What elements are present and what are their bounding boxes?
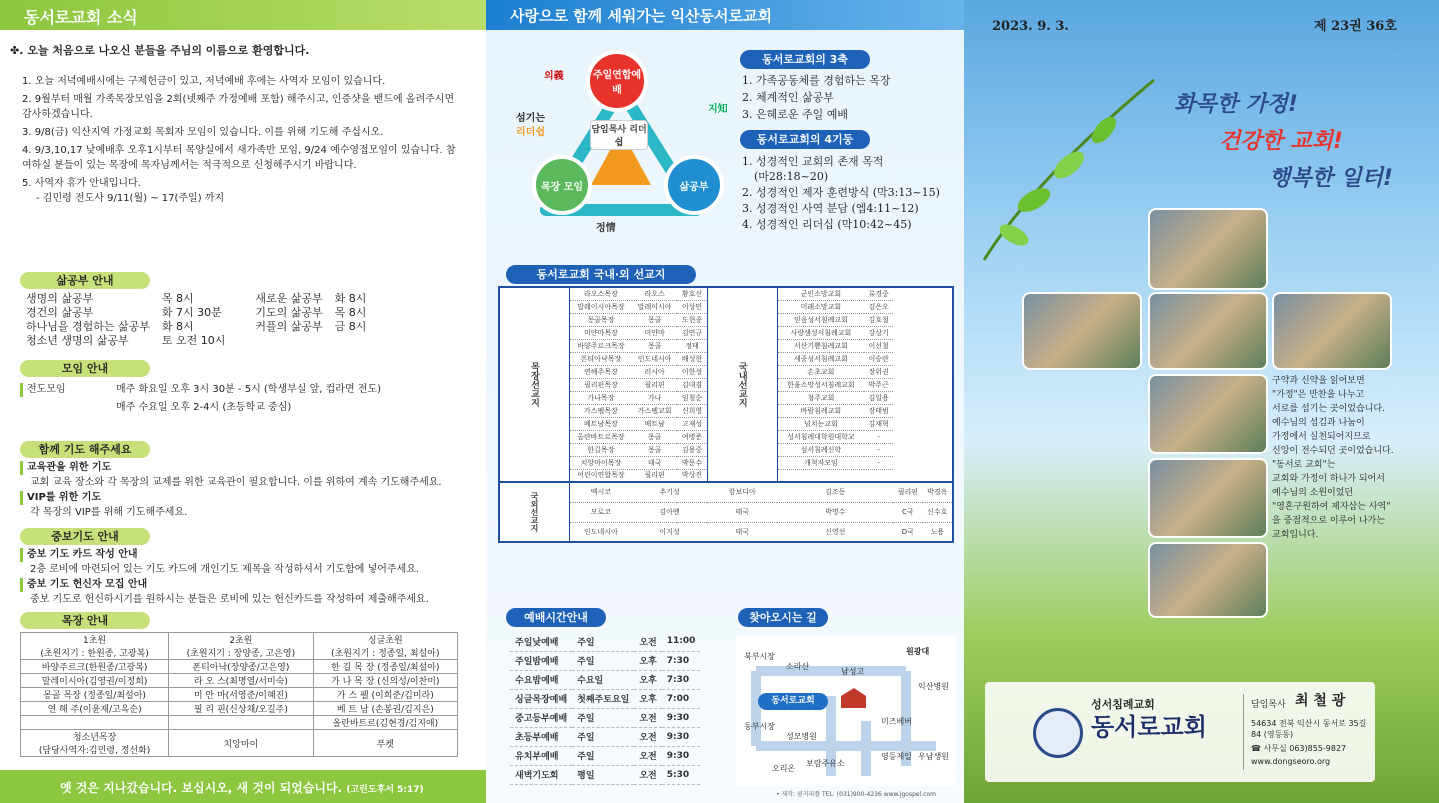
mission-row — [499, 287, 953, 300]
life-cell: 화 8시 — [334, 292, 367, 305]
map-label: 오리온 — [772, 764, 796, 773]
overseas-cell: C국 — [893, 502, 922, 522]
worship-cell: 5:30 — [662, 765, 701, 784]
overseas-cell: 박명수 — [777, 502, 893, 522]
life-cell: 금 8시 — [334, 320, 367, 333]
worship-cell: 7:30 — [662, 651, 701, 670]
meeting-time-1: 매주 화요일 오후 3시 30분 - 5시 (학생부실 앞, 컵라면 전도) — [116, 384, 382, 395]
axis-item: 1. 가족공동체를 경험하는 목장 — [742, 74, 891, 87]
pastor-label: 담임목사 — [1251, 700, 1286, 710]
map-label: 보람주유소 — [806, 759, 845, 768]
intro-line: 을 중점적으로 이루어 나가는 — [1272, 516, 1385, 526]
intercession-text: 중보 기도로 헌신하시기를 원하시는 분들은 로비에 있는 헌신카드를 작성하여 제출해주세요. — [30, 594, 429, 605]
life-cell: 새로운 삶공부 — [255, 292, 323, 305]
intro-line: 구약과 신약을 읽어보면 — [1272, 376, 1365, 386]
vision-header: 사랑으로 함께 세워가는 익산동서로교회 — [486, 0, 964, 30]
life-row — [26, 334, 396, 348]
mokjang-head — [21, 633, 169, 660]
mission-cell: 믿음성서침례교회 — [777, 313, 864, 326]
map-label: 익산병원 — [918, 682, 949, 691]
notice-item: 5. 사역자 휴가 안내입니다. — [22, 178, 141, 189]
worship-cell: 9:30 — [662, 727, 701, 746]
mokjang-cell: 올란바트르(김현경/김지애) — [313, 716, 457, 730]
worship-cell: 주일낮예배 — [510, 632, 572, 651]
pillars-title: 동서로교회의 4기둥 — [740, 130, 870, 149]
mission-cell: 박상진 — [677, 469, 707, 482]
life-row — [26, 306, 396, 320]
notice-item: 3. 9/8(금) 익산지역 가정교회 목회자 모임이 있습니다. 이를 위해 기도해 주십시오. — [22, 127, 384, 138]
cover-panel — [964, 0, 1439, 803]
photo-outdoor — [1022, 292, 1142, 370]
credit: • 제작: 쿰지피플 TEL: (031)900-4236 www.jgospel.com — [776, 791, 936, 798]
circle-study: 삶공부 — [664, 155, 724, 215]
mission-cell: 말레이시아 — [632, 300, 678, 313]
mission-cell: 성서침례대학원대학교 — [777, 430, 864, 443]
worship-cell: 주일 — [572, 708, 634, 727]
mission-cell: 이상민 — [677, 300, 707, 313]
worship-row — [510, 670, 700, 689]
intro-line: "가정"은 만찬을 나누고 — [1272, 390, 1365, 400]
mokjang-cell: 말레이시아(김영권/이정희) — [21, 674, 169, 688]
mokjang-head-name: 싱글초원 — [367, 636, 403, 646]
notice-list — [22, 74, 462, 209]
worship-cell: 수요일 — [572, 670, 634, 689]
mission-cell: 가스펠교회 — [632, 404, 678, 417]
worship-cell: 새벽기도회 — [510, 765, 572, 784]
footer-verse: 옛 것은 지나갔습니다. 보십시오, 새 것이 되었습니다. (고린도후서 5:17) — [0, 770, 486, 803]
photo-worship — [1148, 208, 1268, 290]
mokjang-row — [21, 702, 458, 716]
mission-cell: 이승란 — [864, 352, 893, 365]
intro-line: 서로를 섬기는 곳이었습니다. — [1272, 404, 1385, 414]
mokjang-youth-row — [21, 730, 458, 757]
worship-cell: 11:00 — [662, 632, 701, 651]
worship-cell: 오전 — [634, 708, 661, 727]
mission-cell: 라오스목장 — [570, 287, 632, 300]
photo-youth — [1272, 292, 1392, 370]
worship-cell: 오후 — [634, 651, 661, 670]
life-study-title: 삶공부 안내 — [20, 272, 150, 289]
mission-cell: 한울소망성서침례교회 — [777, 378, 864, 391]
life-cell: 목 8시 — [161, 292, 194, 305]
mission-cell: 폰티아낙목장 — [570, 352, 632, 365]
life-cell: 하나님을 경험하는 삶공부 — [26, 320, 150, 333]
photo-group — [1148, 542, 1268, 618]
life-cell: 생명의 삶공부 — [26, 292, 94, 305]
mission-cell: 황호선 — [677, 287, 707, 300]
mokjang-head-name: 2초원 — [229, 636, 253, 646]
mokjang-cell: 라 오 스(최명열/서미숙) — [169, 674, 313, 688]
mission-cell: 강상기 — [864, 326, 893, 339]
life-cell: 토 오전 10시 — [161, 334, 226, 347]
prayer-head: VIP를 위한 기도 — [20, 491, 101, 505]
mission-cell: 필리핀목장 — [570, 378, 632, 391]
intercession-title: 중보기도 안내 — [20, 528, 150, 545]
pastor-name: 최 철 광 — [1295, 693, 1346, 709]
worship-cell: 오전 — [634, 746, 661, 765]
church-logo-icon — [1033, 708, 1083, 758]
intercession-head: 중보 기도 헌신자 모집 안내 — [20, 578, 147, 592]
mokjang-cell: 치앙마이 — [169, 730, 313, 757]
mission-cell: 이선철 — [864, 339, 893, 352]
denomination: 성서침례교회 — [1091, 698, 1155, 711]
life-cell: 커플의 삶공부 — [255, 320, 323, 333]
intro-text — [1272, 374, 1432, 542]
mokjang-row — [21, 716, 458, 730]
mission-table — [498, 286, 954, 543]
prayer-title: 함께 기도 해주세요 — [20, 441, 150, 458]
worship-row — [510, 689, 700, 708]
notice-item: - 김민령 전도사 9/11(월) ~ 17(주일) 까지 — [36, 193, 225, 204]
mission-title: 동서로교회 국내·외 선교지 — [506, 265, 696, 284]
mission-cell: 필리핀 — [632, 469, 678, 482]
overseas-cell: 멕시코 — [570, 482, 632, 502]
mokjang-cell: 가 스 펠 (이희준/김미라) — [313, 688, 457, 702]
mission-cell: 베트남 — [632, 417, 678, 430]
mission-cell: 어린이연합목장 — [570, 469, 632, 482]
mission-cell — [777, 469, 864, 482]
mission-cell: - — [864, 443, 893, 456]
phone: ☎ 사무실 063)855-9827 — [1251, 744, 1347, 753]
mission-cell: 몽골 — [632, 313, 678, 326]
worship-cell: 9:30 — [662, 746, 701, 765]
notice-item: 2. 9월부터 매월 가족목장모임을 2회(넷째주 가정예배 포함) 해주시고, 인증샷을 밴드에 올려주시면 감사하겠습니다. — [22, 94, 455, 120]
mokjang-cell: 바양주르크(한원종/고광복) — [21, 660, 169, 674]
intro-line: "동서로 교회"는 — [1272, 460, 1336, 470]
label-jeong: 정情 — [596, 223, 616, 234]
label-eui: 의義 — [544, 71, 564, 82]
worship-cell: 주일 — [572, 651, 634, 670]
overseas-cell: 모로코 — [570, 502, 632, 522]
worship-cell: 오전 — [634, 632, 661, 651]
mokjang-cell: 폰티아낙(장양종/고은영) — [169, 660, 313, 674]
mission-cell: 바양주르크목장 — [570, 339, 632, 352]
mokjang-cell: 푸켓 — [313, 730, 457, 757]
meeting-title: 모임 안내 — [20, 360, 150, 377]
mission-cell: 서산기쁨침례교회 — [777, 339, 864, 352]
mission-cell: 장태범 — [864, 404, 893, 417]
intro-line: 신앙이 전수되던 곳이었습니다. — [1272, 446, 1394, 456]
overseas-row — [499, 482, 953, 502]
welcome-text: ✤. 오늘 처음으로 나오신 분들을 주님의 이름으로 환영합니다. — [10, 44, 310, 57]
issue-date: 2023. 9. 3. — [992, 19, 1069, 34]
overseas-cell: 신영선 — [777, 522, 893, 542]
life-study-table — [26, 292, 396, 348]
axes-title: 동서로교회의 3축 — [740, 50, 870, 69]
axis-item: 3. 은혜로운 주일 예배 — [742, 108, 848, 121]
prayer-text: 각 목장의 VIP를 위해 기도해주세요. — [30, 507, 188, 518]
intro-line: 가정에서 실천되어지므로 — [1272, 432, 1371, 442]
mission-cell: 가스펠목장 — [570, 404, 632, 417]
mission-cell: 여병준 — [677, 430, 707, 443]
pillar-item: 3. 성경적인 사역 분담 (엡4:11~12) — [742, 202, 919, 215]
mission-cell: 이한성 — [677, 365, 707, 378]
slogan-line: 화목한 가정! — [1174, 92, 1298, 117]
life-cell: 화 7시 30분 — [161, 306, 222, 319]
overseas-cell: 태국 — [707, 522, 777, 542]
mission-cell: 김용중 — [677, 443, 707, 456]
mission-left-label: 목장선교지 — [499, 287, 570, 482]
worship-cell: 9:30 — [662, 708, 701, 727]
map-church-label: 동서로교회 — [758, 693, 828, 710]
mission-cell: - — [864, 456, 893, 469]
mokjang-head — [169, 633, 313, 660]
life-row — [26, 320, 396, 334]
mokjang-head-row — [21, 633, 458, 660]
overseas-cell: 김조동 — [777, 482, 893, 502]
photo-prayer — [1148, 292, 1268, 370]
mokjang-table — [20, 632, 458, 757]
meeting-name: 전도모임 — [20, 383, 66, 397]
overseas-cell: 박경옥 — [923, 482, 954, 502]
overseas-cell: 필리핀 — [893, 482, 922, 502]
church-card — [985, 682, 1375, 782]
overseas-cell: 신수호 — [923, 502, 954, 522]
mission-cell: 연해주목장 — [570, 365, 632, 378]
mission-cell: 배성현 — [677, 352, 707, 365]
worship-row — [510, 727, 700, 746]
prayer-text: 교회 교육 장소와 각 목장의 교제를 위한 교육관이 필요합니다. 이를 위하여 계속 기도해주세요. — [30, 477, 442, 488]
mission-cell: 필리핀 — [632, 378, 678, 391]
mission-cell: 박주근 — [864, 378, 893, 391]
intro-line: 예수님의 소원이었던 — [1272, 488, 1354, 498]
overseas-cell: 김아멘 — [632, 502, 707, 522]
mission-cell: 신희영 — [677, 404, 707, 417]
mokjang-cell: 베 트 남 (손봉권/김지은) — [313, 702, 457, 716]
mission-cell: 러시아 — [632, 365, 678, 378]
mokjang-row — [21, 674, 458, 688]
worship-cell: 수요밤예배 — [510, 670, 572, 689]
mission-cell: 청주교회 — [777, 391, 864, 404]
youth-mokjang — [21, 730, 169, 757]
overseas-cell: 이지성 — [632, 522, 707, 542]
worship-cell: 싱글목장예배 — [510, 689, 572, 708]
intro-line: 예수님의 섬김과 나눔이 — [1272, 418, 1365, 428]
prayer-head: 교육관을 위한 기도 — [20, 461, 111, 475]
overseas-cell: 노용 — [923, 522, 954, 542]
map-label: 소라산 — [786, 662, 810, 671]
mission-cell: 도현종 — [677, 313, 707, 326]
mokjang-row — [21, 688, 458, 702]
worship-row — [510, 651, 700, 670]
pastor-leadership: 담임목사 리더쉽 — [590, 120, 648, 150]
mission-cell: 정태 — [677, 339, 707, 352]
worship-cell: 주일 — [572, 632, 634, 651]
mission-cell: 미얀마목장 — [570, 326, 632, 339]
worship-row — [510, 765, 700, 784]
map-label: 우남생원 — [918, 752, 949, 761]
pillar-item: 1. 성경적인 교회의 존재 목적 — [742, 155, 884, 168]
mission-cell: 김은오 — [864, 300, 893, 313]
mission-cell: 베트남목장 — [570, 417, 632, 430]
worship-cell: 오전 — [634, 765, 661, 784]
mission-cell: 몽골 — [632, 430, 678, 443]
worship-cell: 중고등부예배 — [510, 708, 572, 727]
mission-cell: 박문수 — [677, 456, 707, 469]
mokjang-title: 목장 안내 — [20, 612, 150, 629]
photo-class — [1148, 458, 1268, 538]
mission-cell: 김연규 — [677, 326, 707, 339]
website: www.dongseoro.org — [1251, 757, 1331, 766]
news-header: 동서로교회 소식 — [0, 0, 486, 30]
circle-mokjang: 목장 모임 — [532, 155, 592, 215]
mokjang-cell: 몽골 목장 (정종일/최설아) — [21, 688, 169, 702]
mokjang-cell: 한 길 목 장 (정종일/최설아) — [313, 660, 457, 674]
axis-item: 2. 체계적인 삶공부 — [742, 91, 834, 104]
address: 54634 전북 익산시 동서로 35길 84 (영등동) — [1251, 719, 1367, 739]
mission-cell — [864, 469, 893, 482]
mission-cell: 몽골 — [632, 443, 678, 456]
mission-cell: 올란바트르목장 — [570, 430, 632, 443]
mission-cell: 손초교회 — [777, 365, 864, 378]
mission-cell: 한길목장 — [570, 443, 632, 456]
label-leadership: 리더쉽 — [516, 127, 545, 138]
mission-cell: 장위권 — [864, 365, 893, 378]
worship-cell: 오후 — [634, 689, 661, 708]
notice-item: 4. 9/3,10,17 낮예배후 오후1시부터 목양실에서 새가족반 모임, 9/24 예수영접모임이 있습니다. 참여하실 분들이 있는 목장에 목자님께서는 적극적으로 신청해주시기 바랍니다. — [22, 145, 456, 171]
worship-cell: 첫째주토요일 — [572, 689, 634, 708]
mokjang-cell — [21, 716, 169, 730]
life-row — [26, 292, 396, 306]
divider — [1243, 694, 1244, 770]
worship-row — [510, 746, 700, 765]
overseas-cell: D국 — [893, 522, 922, 542]
intro-line: 교회와 가정이 하나가 되어서 — [1272, 474, 1385, 484]
life-cell — [255, 334, 334, 348]
mission-cell: 미얀마 — [632, 326, 678, 339]
overseas-cell: 캄보디아 — [707, 482, 777, 502]
map-label: 남성고 — [841, 667, 865, 676]
mission-cell: 사랑샘성서침례교회 — [777, 326, 864, 339]
mission-cell: 고재성 — [677, 417, 707, 430]
pillar-item: 2. 성경적인 제자 훈련방식 (막3:13~15) — [742, 186, 940, 199]
mission-cell: 김대겸 — [677, 378, 707, 391]
mokjang-cell: 가 나 목 장 (신의성/이찬미) — [313, 674, 457, 688]
mission-cell: 라오스 — [632, 287, 678, 300]
overseas-cell: 추기성 — [632, 482, 707, 502]
photo-children — [1148, 374, 1268, 454]
mokjang-head-leaders: (초원지기 : 정종일, 최설아) — [331, 649, 440, 659]
pillar-item: 4. 성경적인 리더십 (막10:42~45) — [742, 218, 912, 231]
meeting-time-2: 매주 수요일 오후 2-4시 (초등학교 중심) — [116, 402, 292, 413]
worship-cell: 주일 — [572, 727, 634, 746]
life-cell — [335, 334, 397, 348]
intercession-text: 2층 로비에 마련되어 있는 기도 카드에 개인기도 제목을 작성하셔서 기도함에 넣어주세요. — [30, 564, 420, 575]
youth-mokjang-name: 청소년목장 — [72, 733, 117, 743]
overseas-cell: 태국 — [707, 502, 777, 522]
map-title: 찾아오시는 길 — [738, 608, 828, 627]
map-label: 성모병원 — [786, 732, 817, 741]
mission-cell: 미래소망교회 — [777, 300, 864, 313]
mission-cell: 넘치는교회 — [777, 417, 864, 430]
mission-cell: 인도네시아 — [632, 352, 678, 365]
worship-cell: 주일 — [572, 746, 634, 765]
mission-cell: 몽골목장 — [570, 313, 632, 326]
circle-worship: 주일연합예배 — [586, 50, 648, 112]
intro-line: "영혼구원하여 제자삼는 사역" — [1272, 502, 1391, 512]
mokjang-cell — [169, 716, 313, 730]
mission-cell: 바람침례교회 — [777, 404, 864, 417]
mission-cell: - — [864, 430, 893, 443]
worship-cell: 초등부예배 — [510, 727, 572, 746]
mokjang-cell: 필 리 핀(신상채/오길주) — [169, 702, 313, 716]
life-cell: 화 8시 — [161, 320, 194, 333]
mission-cell: 태국 — [632, 456, 678, 469]
mission-cell: 김일용 — [864, 391, 893, 404]
mission-cell: 임철순 — [677, 391, 707, 404]
mokjang-head — [313, 633, 457, 660]
mokjang-row — [21, 660, 458, 674]
life-cell: 기도의 삶공부 — [255, 306, 323, 319]
mission-right-label: 국내선교지 — [707, 287, 777, 482]
pillar-item: (마28:18~20) — [754, 170, 829, 183]
intercession-head: 중보 기도 카드 작성 안내 — [20, 548, 138, 562]
news-panel — [0, 0, 486, 803]
worship-cell: 평일 — [572, 765, 634, 784]
youth-mokjang-staff: (담당사역자:김민령, 정선화) — [38, 746, 151, 756]
overseas-cell: 인도네시아 — [570, 522, 632, 542]
mission-cell: 류경중 — [864, 287, 893, 300]
notice-item: 1. 오늘 저녁예배시에는 구제헌금이 있고, 저녁예배 후에는 사역자 모임이 있습니다. — [22, 76, 386, 87]
life-cell: 청소년 생명의 삶공부 — [26, 334, 129, 347]
worship-title: 예배시간안내 — [506, 608, 606, 627]
label-ji: 지知 — [708, 104, 728, 115]
map-label: 미즈베버 — [881, 717, 912, 726]
worship-row — [510, 708, 700, 727]
worship-cell: 7:30 — [662, 670, 701, 689]
issue-number: 제 23권 36호 — [1314, 19, 1397, 34]
intro-line: 교회입니다. — [1272, 530, 1319, 540]
overseas-label: 국외선교지 — [499, 482, 570, 542]
life-cell: 경건의 삶공부 — [26, 306, 94, 319]
worship-cell: 유치부예배 — [510, 746, 572, 765]
mokjang-cell: 미 안 마(서영준/이혜진) — [169, 688, 313, 702]
map-label: 북부시장 — [744, 652, 775, 661]
mission-cell: 몽골 — [632, 339, 678, 352]
worship-cell: 7:00 — [662, 689, 701, 708]
mission-cell: 말레이시아목장 — [570, 300, 632, 313]
mission-cell: 세종성서침례교회 — [777, 352, 864, 365]
worship-cell: 오후 — [634, 670, 661, 689]
map-label: 영등제일 — [881, 752, 912, 761]
map-label: 동부시장 — [744, 722, 775, 731]
mokjang-head-leaders: (초원지기 : 장양종, 고은영) — [186, 649, 296, 659]
worship-cell: 오전 — [634, 727, 661, 746]
leaves-decoration — [974, 60, 1174, 280]
mokjang-head-leaders: (초원지기 : 한원종, 고광복) — [40, 649, 149, 659]
worship-row — [510, 632, 700, 651]
slogan-line: 건강한 교회! — [1219, 129, 1343, 154]
mission-cell: 군인소망교회 — [777, 287, 864, 300]
mission-cell: 섬서침례신학 — [777, 443, 864, 456]
mokjang-head-name: 1초원 — [83, 636, 107, 646]
label-serving: 섬기는 — [516, 113, 545, 124]
mission-cell: 김재혁 — [864, 417, 893, 430]
mission-cell: 김호철 — [864, 313, 893, 326]
life-cell: 목 8시 — [334, 306, 367, 319]
map-label: 원광대 — [906, 647, 930, 656]
mission-cell: 개척자모임 — [777, 456, 864, 469]
mission-cell: 가나목장 — [570, 391, 632, 404]
mission-cell: 가나 — [632, 391, 678, 404]
worship-table — [510, 632, 700, 785]
worship-cell: 주일밤예배 — [510, 651, 572, 670]
slogan-line: 행복한 일터! — [1269, 166, 1393, 191]
mokjang-cell: 연 해 주(이윤재/고옥순) — [21, 702, 169, 716]
church-name: 동서로교회 — [1091, 713, 1207, 741]
mission-cell: 치앙마이목장 — [570, 456, 632, 469]
